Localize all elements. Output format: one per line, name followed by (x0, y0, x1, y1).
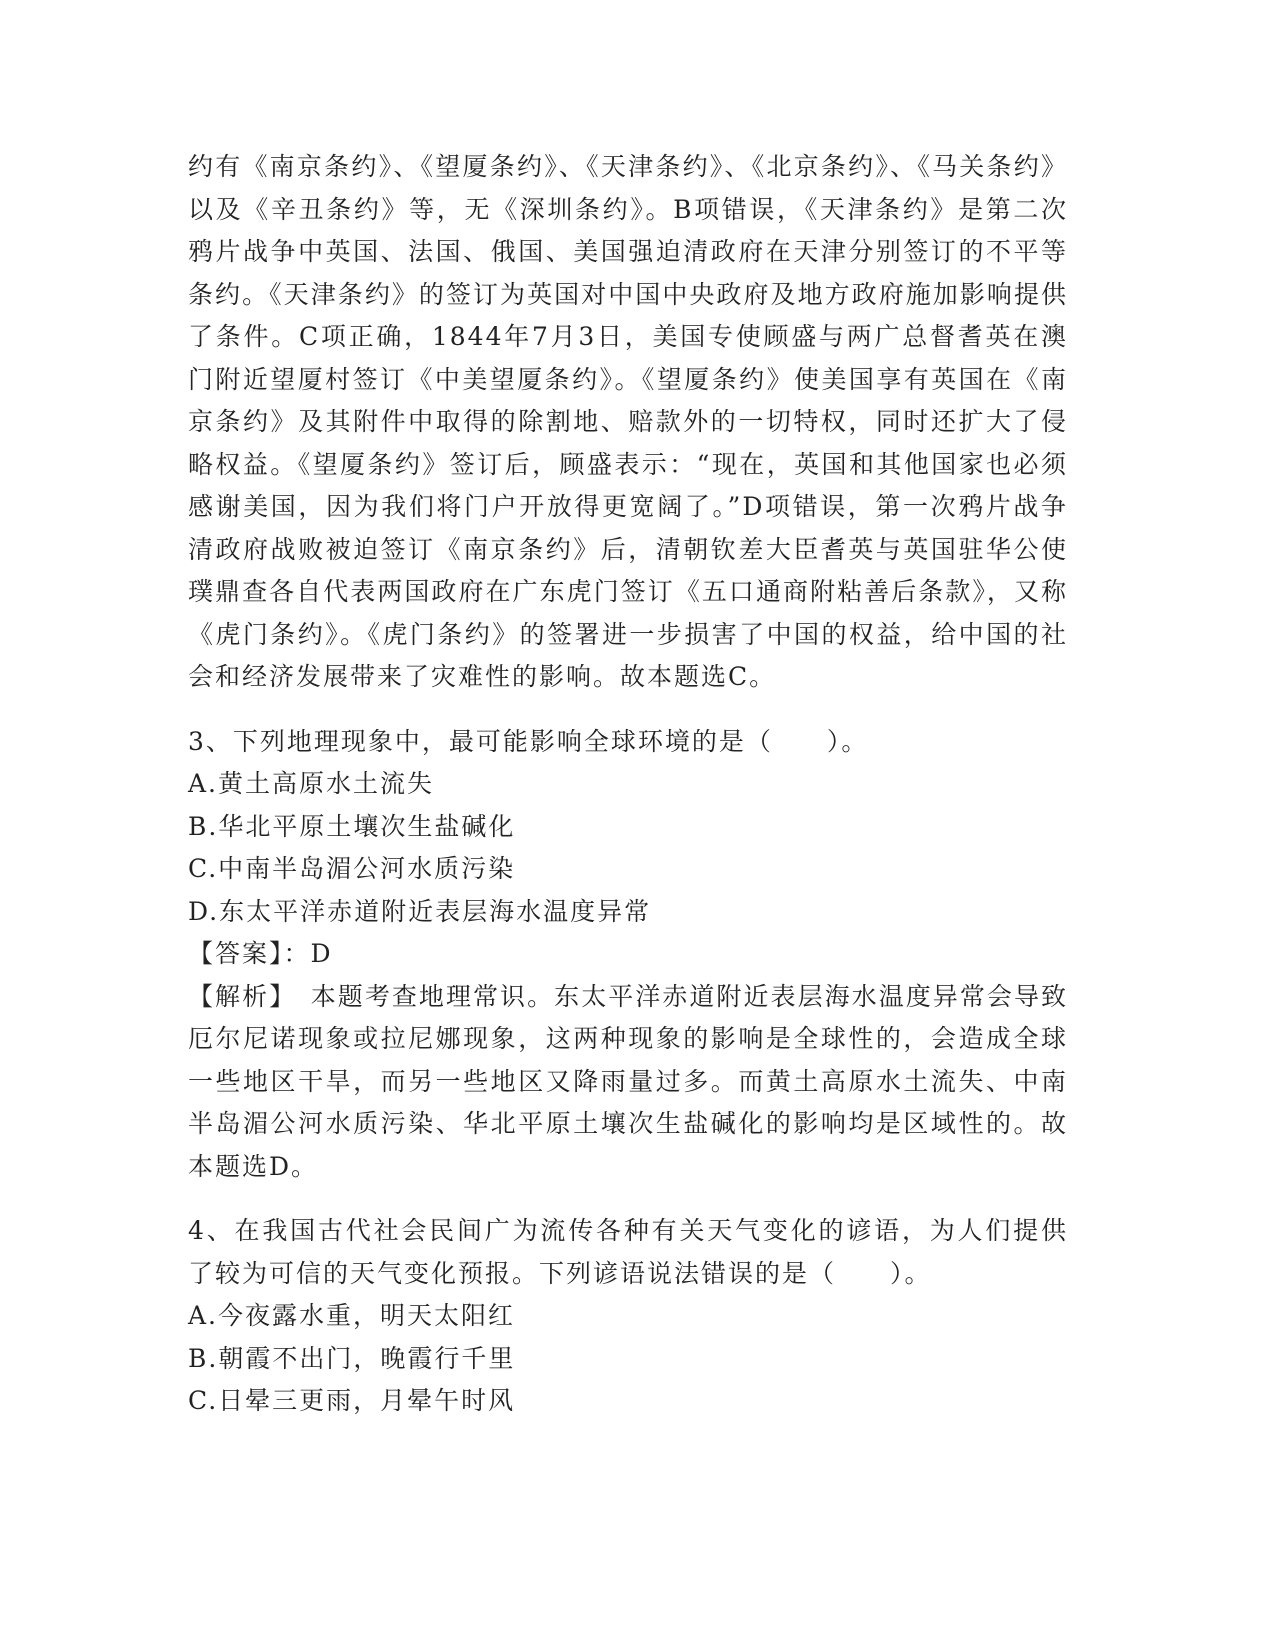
q3-option-d: D.东太平洋赤道附近表层海水温度异常 (188, 896, 652, 926)
paragraph-gap (188, 1188, 1068, 1210)
q3-stem: 3、下列地理现象中，最可能影响全球环境的是（ ）。 (188, 726, 869, 756)
q3-option-b: B.华北平原土壤次生盐碱化 (188, 811, 516, 841)
q4-option-b: B.朝霞不出门，晚霞行千里 (188, 1343, 516, 1373)
question-4 (188, 1210, 1068, 1423)
paragraph-gap (188, 699, 1068, 721)
q4-stem: 4、在我国古代社会民间广为流传各种有关天气变化的谚语，为人们提供了较为可信的天气变化预报。下列谚语说法错误的是（ ）。 (188, 1216, 1068, 1288)
q3-option-a: A.黄土高原水土流失 (188, 769, 435, 798)
q3-answer: 【答案】：D (188, 939, 333, 968)
question-3 (188, 721, 1068, 1189)
q3-analysis: 【解析】 本题考查地理常识。东太平洋赤道附近表层海水温度异常会导致厄尔尼诺现象或拉尼娜现象，这两种现象的影响是全球性的，会造成全球一些地区干旱，而另一些地区又降雨量过多。而黄土高原水土流失、中南半岛湄公河水质污染、华北平原土壤次生盐碱化的影响均是区域性的。故本题选D。 (188, 981, 1068, 1181)
q4-option-a: A.今夜露水重，明天太阳红 (188, 1301, 516, 1330)
q3-option-c: C.中南半岛湄公河水质污染 (188, 854, 516, 883)
q2-explanation-continued: 约有《南京条约》、《望厦条约》、《天津条约》、《北京条约》、《马关条约》以及《辛丑条约》等，无《深圳条约》。B项错误，《天津条约》是第二次鸦片战争中英国、法国、俄国、美国强迫清政府在天津分别签订的不平等条约。《天津条约》的签订为英国对中国中央政府及地方政府施加影响提供了条件。C项正确，1844年7月3日，美国专使顾盛与两广总督耆英在澳门附近望厦村签订《中美望厦条约》。《望厦条约》使美国享有英国在《南京条约》及其附件中取得的除割地、赔款外的一切特权，同时还扩大了侵略权益。《望厦条约》签订后，顾盛表示：“现在，英国和其他国家也必须感谢美国，因为我们将门户开放得更宽阔了。”D项错误，第一次鸦片战争清政府战败被迫签订《南京条约》后，清朝钦差大臣耆英与英国驻华公使璞鼎查各自代表两国政府在广东虎门签订《五口通商附粘善后条款》，又称《虎门条约》。《虎门条约》的签署进一步损害了中国的权益，给中国的社会和经济发展带来了灾难性的影响。故本题选C。 (188, 152, 1068, 691)
page-content (188, 146, 1068, 1423)
q4-option-c: C.日晕三更雨，月晕午时风 (188, 1386, 516, 1415)
